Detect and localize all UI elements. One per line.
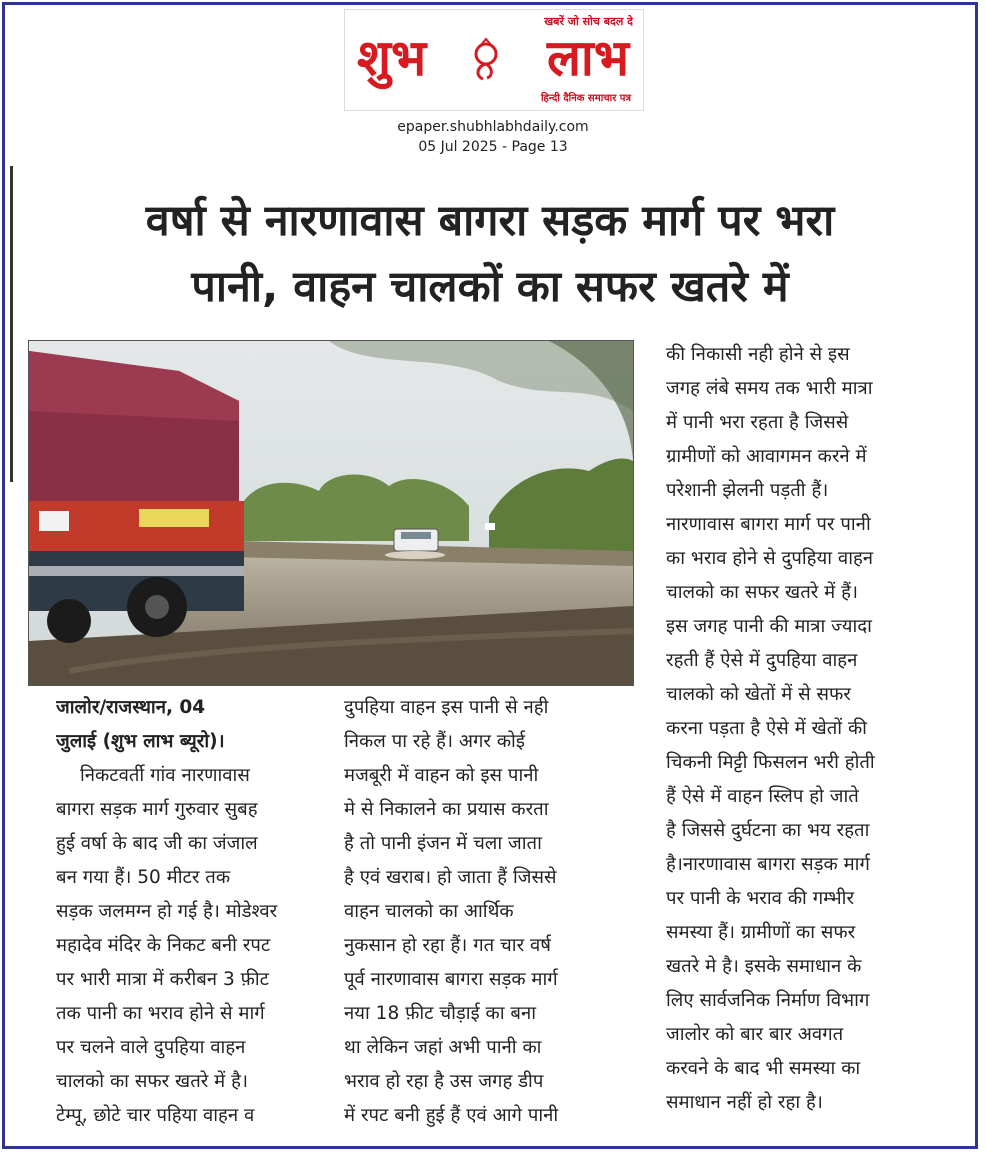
text-line: का भराव होने से दुपहिया वाहन [666,548,874,569]
text-line: बन गया हैं। 50 मीटर तक [56,867,231,888]
text-line: था लेकिन जहां अभी पानी का [344,1037,542,1058]
text-line: करवने के बाद भी समस्या का [666,1058,861,1079]
text-line: मे से निकालने का प्रयास करता [344,799,549,820]
text-line: पर पानी के भराव की गम्भीर [666,888,855,909]
text-line: जालोर को बार बार अवगत [666,1024,844,1045]
text-line: टेम्पू, छोटे चार पहिया वाहन व [56,1105,255,1126]
text-line: चालको का सफर खतरे में हैं। [666,582,858,603]
text-line: नारणावास बागरा मार्ग पर पानी [666,514,871,535]
text-line: चिकनी मिट्टी फिसलन भरी होती [666,752,875,773]
text-line: समाधान नहीं हो रहा है। [666,1092,823,1113]
source-url: epaper.shubhlabhdaily.com [397,119,589,135]
text-line: मजबूरी में वाहन को इस पानी [344,765,539,786]
text-line: निकटवर्ती गांव नारणावास [80,765,250,786]
text-line: में रपट बनी हुई हैं एवं आगे पानी [344,1105,559,1126]
dateline: जुलाई (शुभ लाभ ब्यूरो)। [56,731,225,752]
text-line: वाहन चालको का आर्थिक [344,901,514,922]
text-line: में पानी भरा रहता है जिससे [666,412,849,433]
text-line: समस्या हैं। ग्रामीणों का सफर [666,922,856,943]
text-line: चालको का सफर खतरे में है। [56,1071,248,1092]
text-line: पूर्व नारणावास बागरा सड़क मार्ग [344,969,558,990]
text-line: नुकसान हो रहा हैं। गत चार वर्ष [344,935,552,956]
news-photo [28,340,634,686]
text-line: रहती हैं ऐसे में दुपहिया वाहन [666,650,858,671]
article-column-2 [344,691,634,1133]
text-line: हैं ऐसे में वाहन स्लिप हो जाते [666,786,859,807]
issue-date-page: 05 Jul 2025 - Page 13 [418,139,568,155]
text-line: परेशानी झेलनी पड़ती हैं। [666,480,829,501]
column-rule [10,166,13,482]
text-line: चालको को खेतों में से सफर [666,684,851,705]
text-line: खतरे मे है। इसके समाधान के [666,956,862,977]
text-line: है जिससे दुर्घटना का भय रहता [666,820,870,841]
text-line: की निकासी नही होने से इस [666,344,850,365]
logo [351,28,637,88]
masthead-subtagline: हिन्दी दैनिक समाचार पत्र [540,93,631,104]
text-line: भराव हो रहा है उस जगह डीप [344,1071,544,1092]
text-line: तक पानी का भराव होने से मार्ग [56,1003,265,1024]
text-line: हुई वर्षा के बाद जी का जंजाल [56,833,258,854]
logo-word-right: लाभ [547,28,629,87]
text-line: जगह लंबे समय तक भारी मात्रा [666,378,873,399]
headline-line-1: वर्षा से नारणावास बागरा सड़क मार्ग पर भरा [145,196,835,246]
text-line: इस जगह पानी की मात्रा ज्यादा [666,616,872,637]
text-line: करना पड़ता है ऐसे में खेतों की [666,718,867,739]
logo-word-left: शुभ [357,28,427,87]
text-line: दुपहिया वाहन इस पानी से नही [344,697,549,718]
text-line: है एवं खराब। हो जाता हैं जिससे [344,867,557,888]
article-column-3 [666,338,956,1120]
text-line: पर चलने वाले दुपहिया वाहन [56,1037,246,1058]
article-headline [40,188,940,320]
text-line: पर भारी मात्रा में करीबन 3 फ़ीट [56,969,269,990]
masthead-tagline: खबरें जो सोच बदल दे [544,15,633,28]
text-line: बागरा सड़क मार्ग गुरुवार सुबह [56,799,258,820]
dateline: जालोर/राजस्थान, 04 [56,697,206,718]
text-line: है।नारणावास बागरा सड़क मार्ग [666,854,870,875]
ganesha-icon [463,36,509,82]
article-column-1 [56,691,318,1133]
text-line: निकल पा रहे हैं। अगर कोई [344,731,525,752]
text-line: सड़क जलमग्न हो गई है। मोडेश्वर [56,901,278,922]
text-line: लिए सार्वजनिक निर्माण विभाग [666,990,870,1011]
flooded-road-photo [29,341,633,685]
text-line: महादेव मंदिर के निकट बनी रपट [56,935,271,956]
text-line: ग्रामीणों को आवागमन करने में [666,446,867,467]
masthead-logo [344,9,644,111]
text-line: नया 18 फ़ीट चौड़ाई का बना [344,1003,537,1024]
headline-line-2: पानी, वाहन चालकों का सफर खतरे में [191,262,789,312]
text-line: है तो पानी इंजन में चला जाता [344,833,542,854]
